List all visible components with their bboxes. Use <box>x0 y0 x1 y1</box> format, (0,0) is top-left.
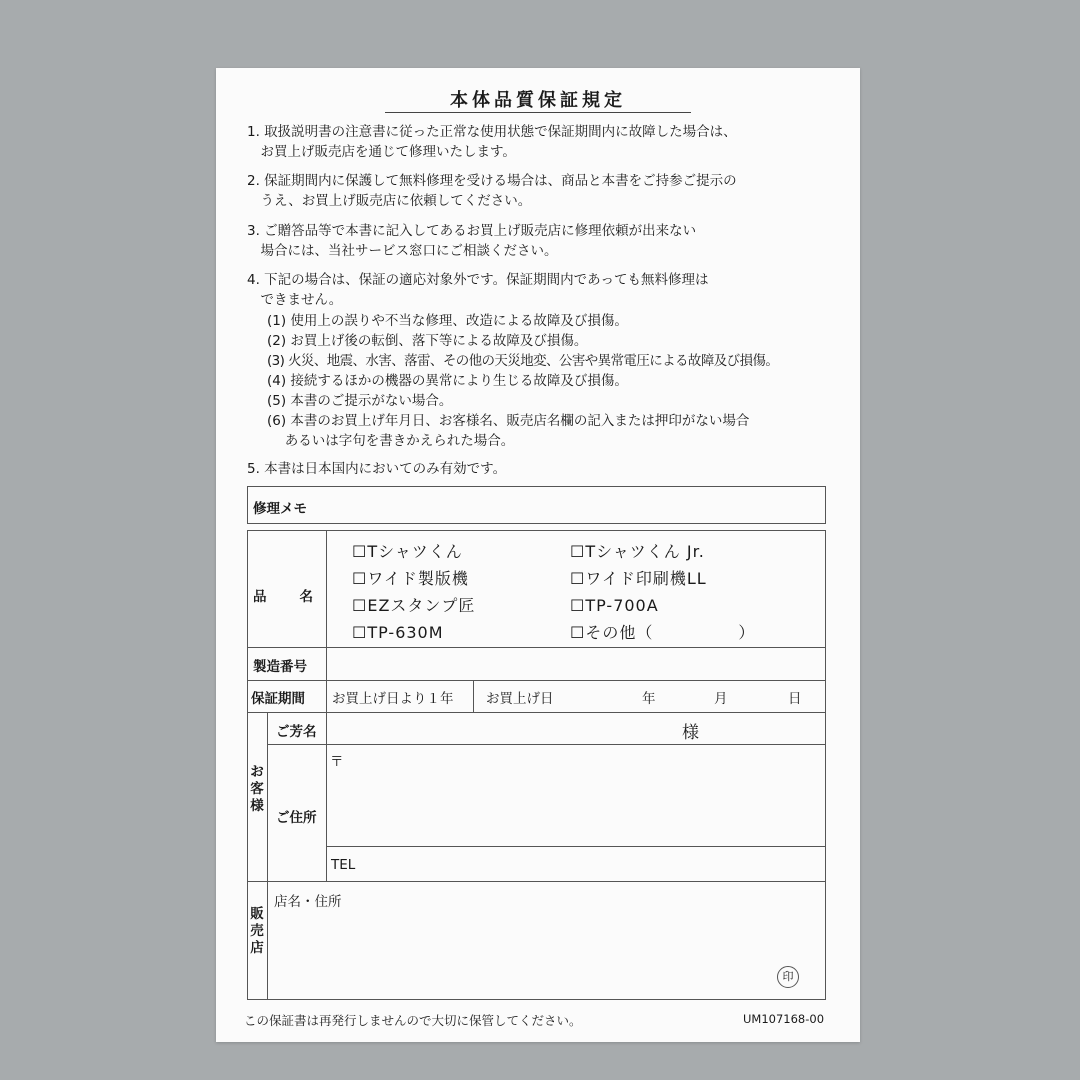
rule-line: できません。 <box>247 292 343 308</box>
product-checkbox-wide-printer-ll[interactable]: ☐ワイド印刷機LL <box>570 569 707 588</box>
product-checkbox-wide-platemaker[interactable]: ☐ワイド製版機 <box>352 569 469 588</box>
rule-line: お買上げ販売店を通じて修理いたします。 <box>247 144 516 160</box>
year-label: 年 <box>642 691 656 707</box>
rule-line: 場合には、当社サービス窓口にご相談ください。 <box>247 243 558 259</box>
document-code: UM107168-00 <box>743 1012 825 1026</box>
product-checkbox-tp-700a[interactable]: ☐TP-700A <box>570 596 659 615</box>
product-options-right <box>570 538 755 646</box>
list-item: (5) 本書のご提示がない場合。 <box>267 393 453 409</box>
product-options-left <box>352 538 475 646</box>
customer-label <box>249 764 265 815</box>
store-name-address-label: 店名・住所 <box>274 894 342 910</box>
product-name-label: 品 名 <box>253 589 315 605</box>
column-divider <box>326 530 327 881</box>
serial-number-label: 製造番号 <box>253 659 307 675</box>
rule-4 <box>247 270 708 310</box>
store-name-address-field[interactable] <box>269 883 824 998</box>
tel-label: TEL <box>331 857 356 873</box>
row-divider <box>247 647 826 648</box>
honorific-sama: 様 <box>682 723 699 743</box>
product-checkbox-tp-630m[interactable]: ☐TP-630M <box>352 623 444 642</box>
row-divider <box>247 881 826 882</box>
column-divider <box>267 712 268 1000</box>
row-divider <box>326 846 826 847</box>
seal-mark-icon: 印 <box>777 966 799 988</box>
rule-5 <box>247 459 506 479</box>
list-item: (1) 使用上の誤りや不当な修理、改造による故障及び損傷。 <box>267 313 628 329</box>
rule-1 <box>247 122 737 162</box>
list-item: あるいは字句を書きかえられた場合。 <box>267 433 515 449</box>
product-checkbox-ez-stamp[interactable]: ☐EZスタンプ匠 <box>352 596 476 615</box>
title-underline <box>385 112 691 113</box>
row-divider <box>247 712 826 713</box>
store-label-text: 販売店 <box>250 906 264 956</box>
list-item: (2) お買上げ後の転倒、落下等による故障及び損傷。 <box>267 333 588 349</box>
rule-line: 5. 本書は日本国内においてのみ有効です。 <box>247 461 507 477</box>
page-title: 本体品質保証規定 <box>450 90 626 111</box>
customer-address-field[interactable] <box>328 746 824 844</box>
address-label: ご住所 <box>276 810 317 826</box>
rule-line: 4. 下記の場合は、保証の適応対象外です。保証期間内であっても無料修理は <box>247 272 709 288</box>
column-divider <box>473 680 474 712</box>
product-checkbox-other[interactable]: ☐その他（ ） <box>570 623 756 642</box>
serial-number-field[interactable] <box>328 649 824 678</box>
list-item: (6) 本書のお買上げ年月日、お客様名、販売店名欄の記入または押印がない場合 <box>267 413 750 429</box>
customer-label-text: お客様 <box>250 764 264 814</box>
rule-line: うえ、お買上げ販売店に依頼してください。 <box>247 193 532 209</box>
postal-mark: 〒 <box>330 754 344 770</box>
warranty-card <box>216 68 860 1042</box>
repair-memo-box <box>247 486 826 524</box>
repair-memo-label: 修理メモ <box>253 501 307 517</box>
customer-name-field[interactable] <box>328 714 824 742</box>
footer-notice: この保証書は再発行しませんので大切に保管してください。 <box>244 1013 582 1028</box>
product-checkbox-tshirt-kun-jr[interactable]: ☐Tシャツくん Jr. <box>570 542 705 561</box>
list-item: (3) 火災、地震、水害、落雷、その他の天災地変、公害や異常電圧による故障及び損傷。 <box>267 353 779 369</box>
purchase-date-label: お買上げ日 <box>486 691 554 707</box>
day-label: 日 <box>788 691 802 707</box>
rule-2 <box>247 171 737 211</box>
rule-line: 1. 取扱説明書の注意書に従った正常な使用状態で保証期間内に故障した場合は、 <box>247 124 737 140</box>
rule-3 <box>247 221 696 261</box>
name-label: ご芳名 <box>276 724 317 740</box>
month-label: 月 <box>714 691 728 707</box>
warranty-period-value: お買上げ日より１年 <box>332 691 454 707</box>
rule-line: 2. 保証期間内に保護して無料修理を受ける場合は、商品と本書をご持参ご提示の <box>247 173 737 189</box>
exclusion-list <box>267 311 778 451</box>
rule-line: 3. ご贈答品等で本書に記入してあるお買上げ販売店に修理依頼が出来ない <box>247 223 697 239</box>
store-label <box>249 906 265 957</box>
row-divider <box>267 744 826 745</box>
row-divider <box>247 680 826 681</box>
customer-tel-field[interactable] <box>366 848 824 879</box>
warranty-period-label: 保証期間 <box>251 691 305 707</box>
list-item: (4) 接続するほかの機器の異常により生じる故障及び損傷。 <box>267 373 628 389</box>
product-checkbox-tshirt-kun[interactable]: ☐Tシャツくん <box>352 542 463 561</box>
